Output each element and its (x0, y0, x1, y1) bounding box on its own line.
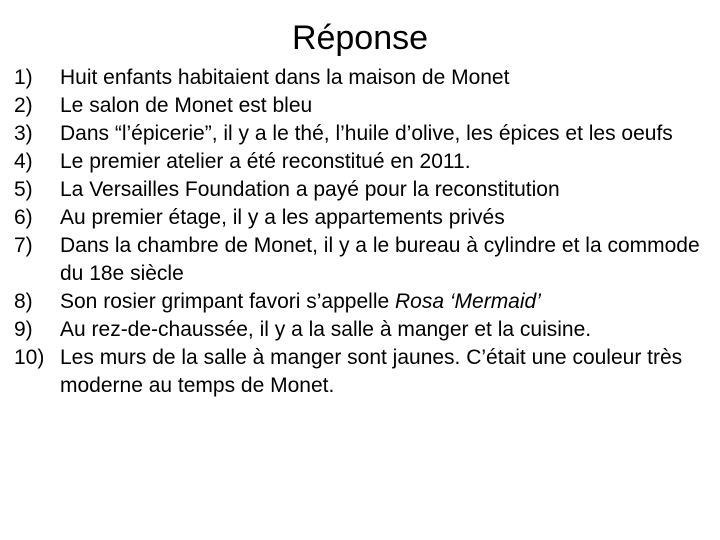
answer-item-7 (14, 232, 706, 288)
rose-variety-name: Rosa ‘Mermaid’ (395, 290, 541, 313)
answer-number: 7) (14, 234, 33, 257)
answer-item-10 (14, 344, 706, 400)
answer-text: Huit enfants habitaient dans la maison de Monet (60, 66, 510, 89)
answer-text: Le salon de Monet est bleu (60, 94, 313, 117)
answer-number: 6) (14, 206, 33, 229)
answer-item-3 (14, 120, 706, 148)
answer-number: 1) (14, 66, 33, 89)
answer-number: 4) (14, 150, 33, 173)
answer-item-1 (14, 64, 706, 92)
answer-text: Au rez-de-chaussée, il y a la salle à manger et la cuisine. (60, 318, 592, 341)
answer-item-8 (14, 288, 706, 316)
answer-text-plain: Son rosier grimpant favori s’appelle (60, 290, 395, 313)
answer-item-4 (14, 148, 706, 176)
answer-text: La Versailles Foundation a payé pour la reconstitution (60, 178, 560, 201)
answer-text: Au premier étage, il y a les appartements privés (60, 206, 505, 229)
answer-text: Les murs de la salle à manger sont jaunes. C’était une couleur très moderne au temps de Monet. (60, 346, 683, 397)
answer-text (60, 288, 706, 316)
answer-item-6 (14, 204, 706, 232)
answer-item-9 (14, 316, 706, 344)
answer-number: 8) (14, 290, 33, 313)
answer-number: 10) (14, 346, 45, 369)
answer-number: 5) (14, 178, 33, 201)
answer-number: 9) (14, 318, 33, 341)
answer-number: 2) (14, 94, 33, 117)
answer-text: Le premier atelier a été reconstitué en 2011. (60, 150, 471, 173)
answer-item-5 (14, 176, 706, 204)
answer-item-2 (14, 92, 706, 120)
answer-text: Dans “l’épicerie”, il y a le thé, l’huile d’olive, les épices et les oeufs (60, 122, 673, 145)
answer-number: 3) (14, 122, 33, 145)
answer-text: Dans la chambre de Monet, il y a le bureau à cylindre et la commode du 18e siècle (60, 234, 700, 285)
slide-title: Réponse (291, 19, 429, 57)
answer-list (14, 64, 706, 400)
